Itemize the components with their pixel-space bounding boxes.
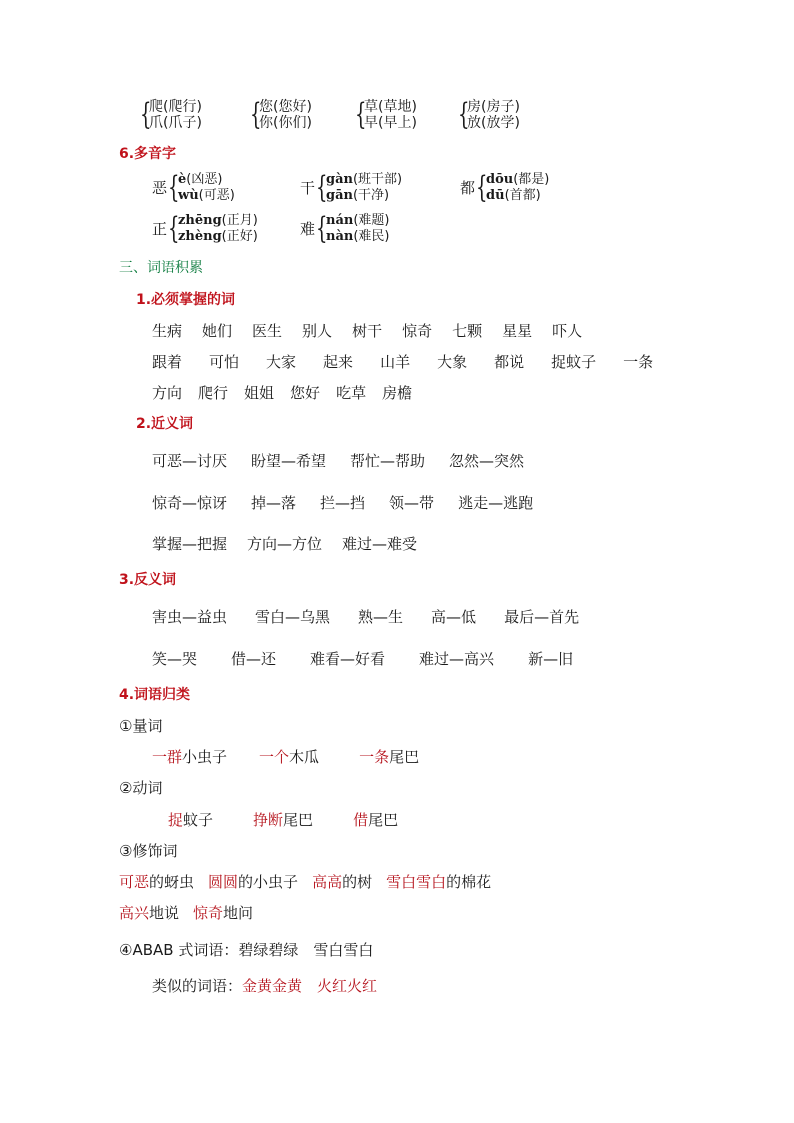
word: 都说	[494, 353, 525, 371]
word-pair: 难过—高兴	[419, 650, 495, 668]
highlight: 一群	[152, 748, 183, 766]
poly-char: 都	[460, 179, 476, 197]
phrase	[152, 748, 227, 766]
char-pair	[140, 99, 202, 131]
highlight: 高兴	[119, 904, 150, 922]
word: 大家	[266, 353, 297, 371]
pair-top: 草(草地)	[364, 99, 417, 115]
word-pair: 掉—落	[251, 494, 297, 512]
similar-label: 类似的词语：	[152, 977, 243, 995]
word-pair: 高—低	[431, 608, 477, 626]
word-pair: 忽然—突然	[449, 452, 525, 470]
polyphonic-entry	[300, 213, 390, 245]
word: 爬行	[198, 384, 229, 402]
brace-icon: {	[316, 170, 328, 205]
word: 一条	[623, 353, 654, 371]
phrase	[193, 904, 253, 922]
pair-bottom: 放(放学)	[467, 115, 520, 131]
word-pair: 笑—哭	[152, 650, 198, 668]
pair-top: 房(房子)	[467, 99, 520, 115]
pinyin: zhēng	[178, 213, 222, 228]
example-word: (难民)	[353, 229, 390, 244]
word: 星星	[502, 322, 533, 340]
phrase-rest: 地问	[223, 904, 254, 922]
word: 吓人	[552, 322, 583, 340]
similar-line	[152, 977, 377, 995]
highlight: 挣断	[253, 811, 284, 829]
word-pair: 盼望—希望	[251, 452, 327, 470]
word: 惊奇	[402, 322, 433, 340]
brace-icon: {	[355, 97, 367, 132]
example-word: (凶恶)	[186, 172, 223, 187]
example-word: (正月)	[221, 213, 258, 228]
phrase-rest: 的小虫子	[238, 873, 299, 891]
brace-icon: {	[476, 170, 488, 205]
pinyin: wù	[178, 188, 199, 203]
pinyin: zhèng	[178, 229, 222, 244]
phrase-rest: 木瓜	[289, 748, 320, 766]
poly-char: 干	[300, 179, 316, 197]
char-pair	[458, 99, 520, 131]
word-pair: 最后—首先	[504, 608, 580, 626]
phrase-rest: 尾巴	[283, 811, 314, 829]
word: 生病	[152, 322, 183, 340]
word-row	[152, 748, 419, 766]
abab-title: ④ABAB 式词语：	[119, 941, 239, 959]
word: 方向	[152, 384, 183, 402]
word-pair: 新—旧	[528, 650, 574, 668]
polyphonic-entry	[152, 213, 258, 245]
example-word: (难题)	[353, 213, 390, 228]
poly-char: 恶	[152, 179, 168, 197]
phrase-rest: 的蚜虫	[149, 873, 195, 891]
pinyin: nán	[326, 213, 354, 228]
word: 捉蚊子	[551, 353, 597, 371]
example-word: (正好)	[221, 229, 258, 244]
poly-char: 正	[152, 220, 168, 238]
word-pair: 领—带	[389, 494, 435, 512]
phrase	[259, 748, 319, 766]
phrase-rest: 尾巴	[389, 748, 420, 766]
poly-char: 难	[300, 220, 316, 238]
pinyin: dōu	[486, 172, 514, 187]
word-row	[152, 322, 582, 340]
word: 她们	[202, 322, 233, 340]
abab-line	[119, 941, 373, 959]
word-row	[152, 384, 412, 402]
pinyin: è	[178, 172, 187, 187]
phrase	[353, 811, 398, 829]
word-row	[152, 452, 524, 470]
word-pair: 帮忙—帮助	[350, 452, 426, 470]
word-pair: 难过—难受	[342, 535, 418, 553]
highlight: 可恶	[119, 873, 150, 891]
highlight: 捉	[168, 811, 184, 829]
word: 可怕	[209, 353, 240, 371]
char-pair	[250, 99, 312, 131]
brace-icon: {	[168, 170, 180, 205]
word: 七颗	[452, 322, 483, 340]
phrase-rest: 尾巴	[368, 811, 399, 829]
word-row	[152, 494, 533, 512]
phrase-rest: 蚊子	[183, 811, 214, 829]
word-pair: 掌握—把握	[152, 535, 228, 553]
pair-bottom: 你(你们)	[259, 115, 312, 131]
word-row	[168, 811, 398, 829]
phrase-rest: 的树	[342, 873, 373, 891]
word-pair: 难看—好看	[310, 650, 386, 668]
word-row	[152, 353, 653, 371]
section-title-vocabulary: 三、词语积累	[119, 260, 203, 276]
category-title-modifiers: ③修饰词	[119, 842, 178, 860]
phrase-rest: 地说	[149, 904, 180, 922]
phrase	[386, 873, 491, 891]
phrase	[119, 873, 194, 891]
phrase-rest: 的棉花	[446, 873, 492, 891]
highlight: 借	[353, 811, 369, 829]
pair-top: 您(您好)	[259, 99, 312, 115]
similar-words: 金黄金黄 火红火红	[242, 977, 378, 995]
pair-bottom: 爪(爪子)	[149, 115, 202, 131]
subsection-title-antonyms: 3.反义词	[119, 572, 177, 588]
word-row	[152, 650, 573, 668]
word: 起来	[323, 353, 354, 371]
word-pair: 惊奇—惊讶	[152, 494, 228, 512]
word: 姐姐	[244, 384, 275, 402]
subsection-title-classification: 4.词语归类	[119, 687, 191, 703]
word-row	[152, 608, 579, 626]
phrase	[208, 873, 298, 891]
brace-icon: {	[168, 211, 180, 246]
word-pair: 雪白—乌黑	[255, 608, 331, 626]
word-pair: 方向—方位	[247, 535, 323, 553]
highlight: 一个	[259, 748, 290, 766]
example-word: (可恶)	[198, 188, 235, 203]
word: 吃草	[336, 384, 367, 402]
highlight: 雪白雪白	[386, 873, 447, 891]
pair-top: 爬(爬行)	[149, 99, 202, 115]
phrase-rest: 小虫子	[182, 748, 228, 766]
pinyin: dū	[486, 188, 505, 203]
brace-icon: {	[140, 97, 152, 132]
polyphonic-entry	[152, 172, 235, 204]
word: 大象	[437, 353, 468, 371]
word: 跟着	[152, 353, 183, 371]
category-title-verbs: ②动词	[119, 779, 163, 797]
brace-icon: {	[316, 211, 328, 246]
word-pair: 拦—挡	[320, 494, 366, 512]
word-row	[119, 904, 253, 922]
phrase	[253, 811, 313, 829]
phrase	[119, 904, 179, 922]
phrase	[168, 811, 213, 829]
highlight: 惊奇	[193, 904, 224, 922]
pinyin: gān	[326, 188, 353, 203]
highlight: 一条	[359, 748, 390, 766]
polyphonic-entry	[300, 172, 402, 204]
word: 山羊	[380, 353, 411, 371]
category-title-measure-words: ①量词	[119, 717, 163, 735]
word-pair: 熟—生	[358, 608, 404, 626]
word-pair: 可恶—讨厌	[152, 452, 228, 470]
word: 房檐	[382, 384, 413, 402]
pinyin: nàn	[326, 229, 354, 244]
word: 树干	[352, 322, 383, 340]
word: 您好	[290, 384, 321, 402]
brace-icon: {	[458, 97, 470, 132]
word-row	[119, 873, 491, 891]
pinyin: gàn	[326, 172, 353, 187]
pair-bottom: 早(早上)	[364, 115, 417, 131]
phrase	[312, 873, 372, 891]
word-pair: 害虫—益虫	[152, 608, 228, 626]
section-title-polyphonic: 6.多音字	[119, 146, 177, 162]
subsection-title-synonyms: 2.近义词	[136, 416, 194, 432]
highlight: 圆圆	[208, 873, 239, 891]
polyphonic-entry	[460, 172, 549, 204]
example-word: (都是)	[513, 172, 550, 187]
brace-icon: {	[250, 97, 262, 132]
example-word: (首都)	[504, 188, 541, 203]
word: 别人	[302, 322, 333, 340]
abab-words: 碧绿碧绿 雪白雪白	[238, 941, 374, 959]
char-pair	[355, 99, 417, 131]
highlight: 高高	[312, 873, 343, 891]
word-pair: 逃走—逃跑	[458, 494, 534, 512]
phrase	[359, 748, 419, 766]
word: 医生	[252, 322, 283, 340]
word-pair: 借—还	[231, 650, 277, 668]
word-row	[152, 535, 417, 553]
example-word: (干净)	[352, 188, 390, 203]
subsection-title-must: 1.必须掌握的词	[136, 292, 236, 308]
example-word: (班干部)	[352, 172, 403, 187]
